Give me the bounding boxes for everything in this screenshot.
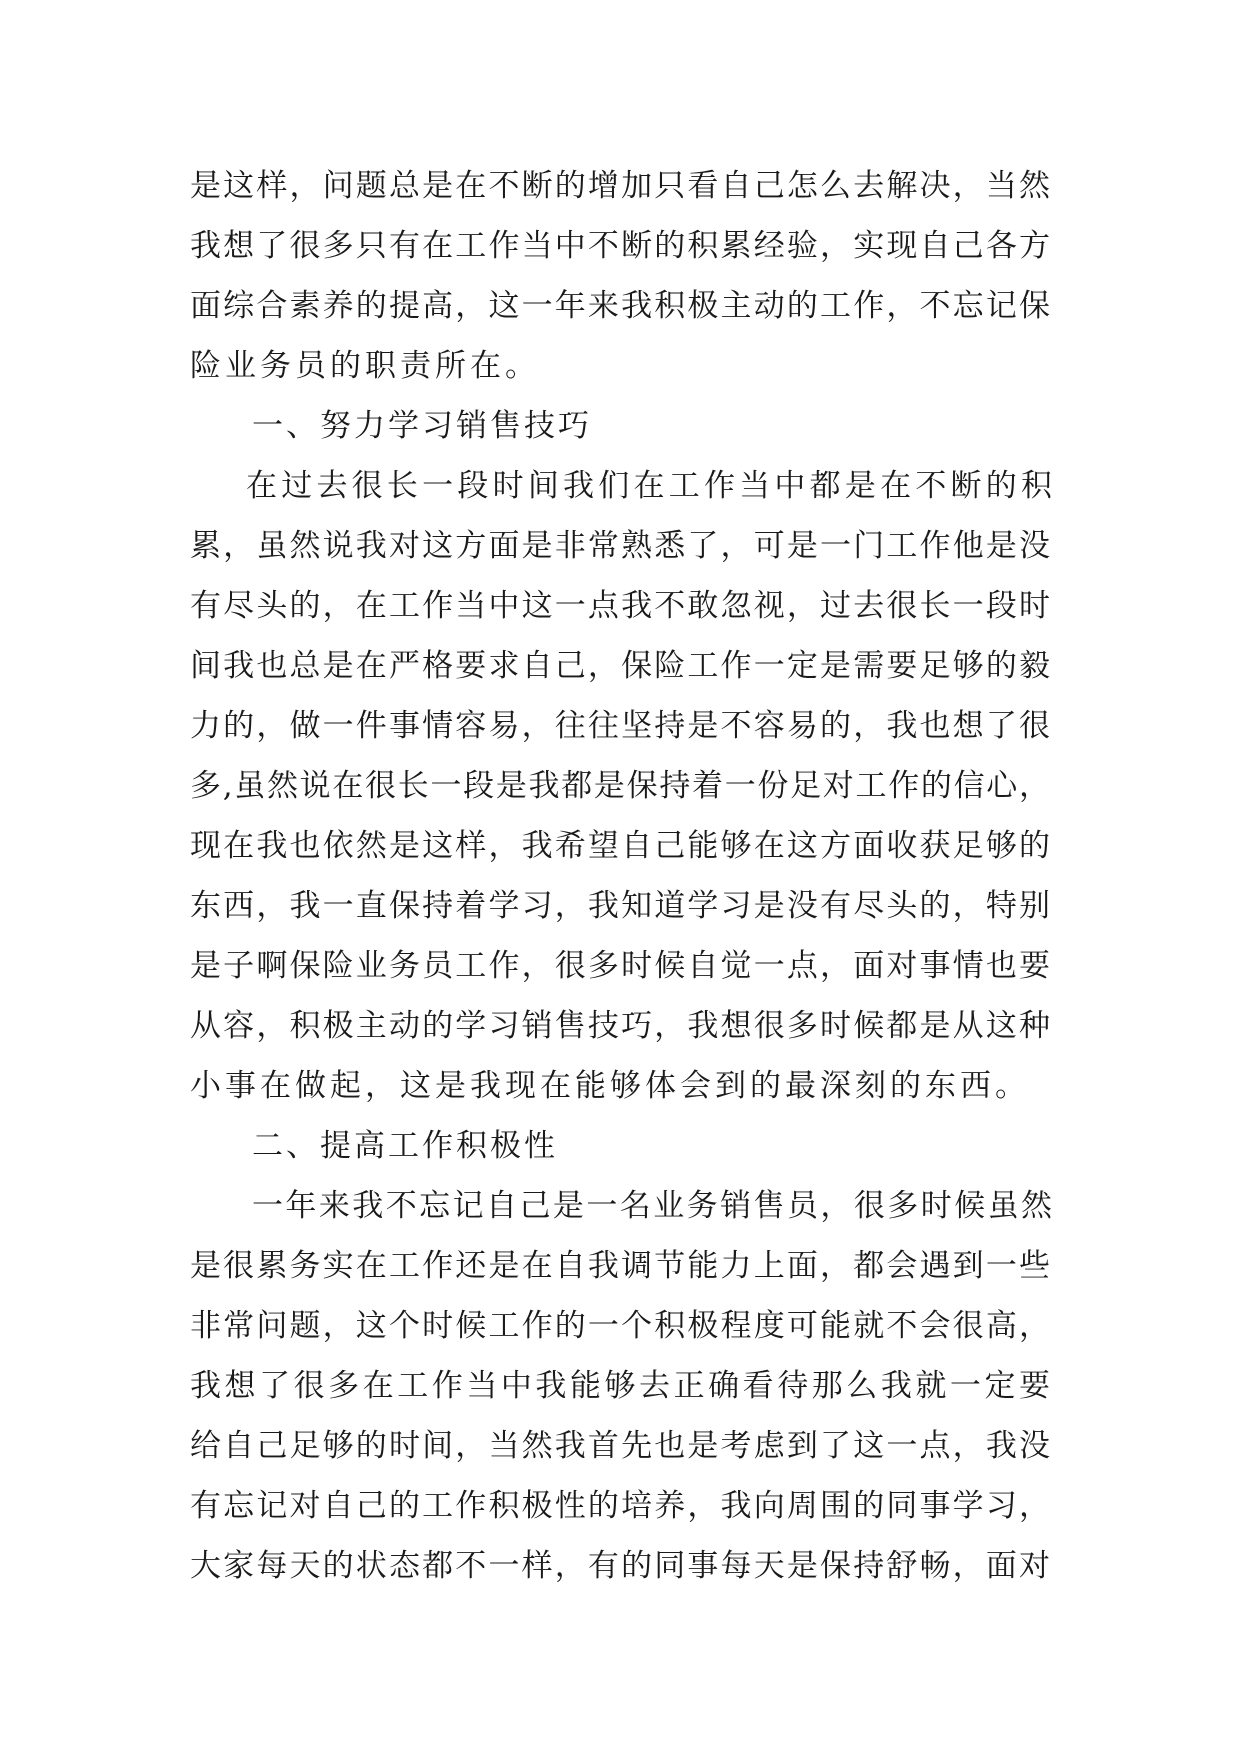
paragraph-line: 小事在做起，这是我现在能够体会到的最深刻的东西。	[190, 1068, 1030, 1104]
section-heading: 一、努力学习销售技巧	[252, 408, 592, 444]
paragraph-line: 面综合素养的提高，这一年来我积极主动的工作，不忘记保	[190, 288, 1050, 324]
paragraph-line: 在过去很长一段时间我们在工作当中都是在不断的积	[246, 468, 1052, 504]
paragraph-line: 是这样，问题总是在不断的增加只看自己怎么去解决，当然	[190, 168, 1050, 204]
paragraph-line: 现在我也依然是这样，我希望自己能够在这方面收获足够的	[190, 828, 1050, 864]
paragraph-line: 大家每天的状态都不一样，有的同事每天是保持舒畅，面对	[190, 1548, 1050, 1584]
paragraph-line: 从容，积极主动的学习销售技巧，我想很多时候都是从这种	[190, 1008, 1050, 1044]
paragraph-line: 间我也总是在严格要求自己，保险工作一定是需要足够的毅	[190, 648, 1050, 684]
paragraph-line: 东西，我一直保持着学习，我知道学习是没有尽头的，特别	[190, 888, 1050, 924]
paragraph-line: 累，虽然说我对这方面是非常熟悉了，可是一门工作他是没	[190, 528, 1050, 564]
paragraph-line: 给自己足够的时间，当然我首先也是考虑到了这一点，我没	[190, 1428, 1050, 1464]
section-heading: 二、提高工作积极性	[252, 1128, 558, 1164]
paragraph-line: 一年来我不忘记自己是一名业务销售员，很多时候虽然	[252, 1188, 1052, 1224]
paragraph-line: 是子啊保险业务员工作，很多时候自觉一点，面对事情也要	[190, 948, 1050, 984]
paragraph-line: 险业务员的职责所在。	[190, 348, 540, 384]
paragraph-line: 多,虽然说在很长一段是我都是保持着一份足对工作的信心，	[190, 768, 1050, 804]
paragraph-line: 力的，做一件事情容易，往往坚持是不容易的，我也想了很	[190, 708, 1050, 744]
paragraph-line: 我想了很多在工作当中我能够去正确看待那么我就一定要	[190, 1368, 1050, 1404]
paragraph-line: 是很累务实在工作还是在自我调节能力上面，都会遇到一些	[190, 1248, 1050, 1284]
paragraph-line: 我想了很多只有在工作当中不断的积累经验，实现自己各方	[190, 228, 1050, 264]
paragraph-line: 有尽头的，在工作当中这一点我不敢忽视，过去很长一段时	[190, 588, 1050, 624]
paragraph-line: 非常问题，这个时候工作的一个积极程度可能就不会很高，	[190, 1308, 1050, 1344]
paragraph-line: 有忘记对自己的工作积极性的培养，我向周围的同事学习，	[190, 1488, 1050, 1524]
